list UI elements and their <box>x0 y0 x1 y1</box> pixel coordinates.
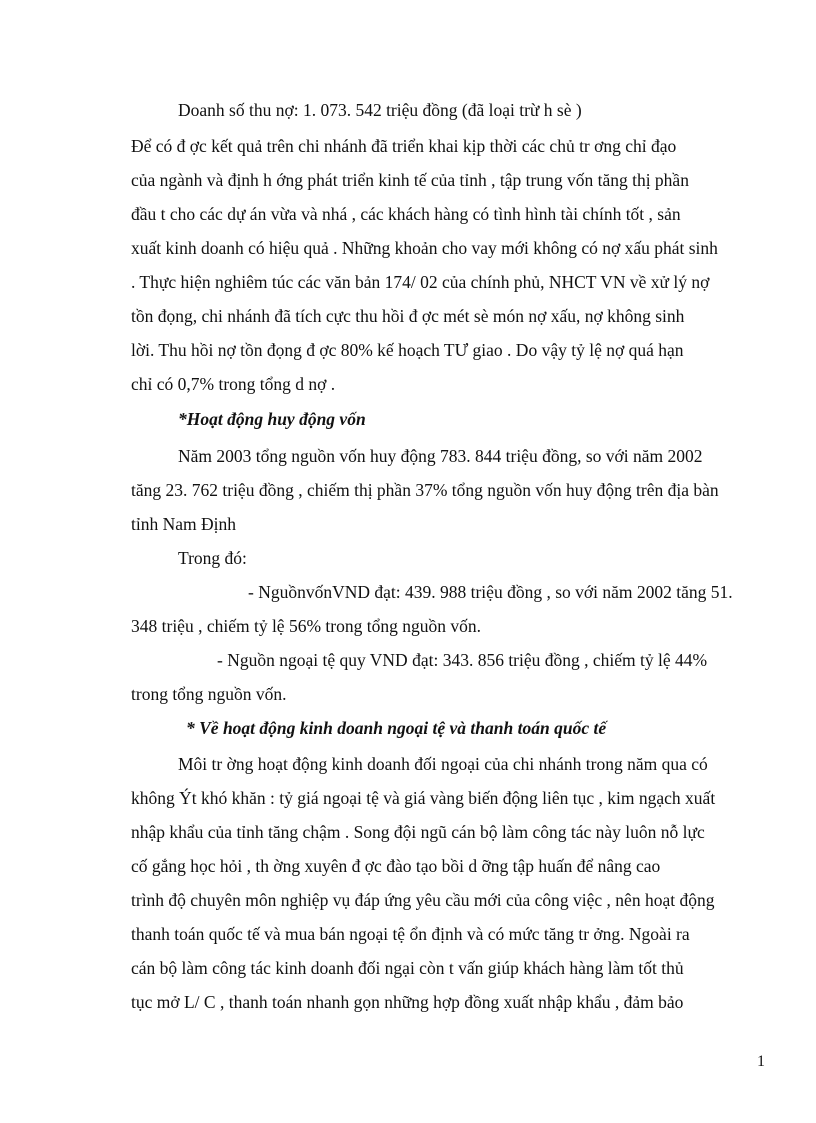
section-heading-foreign-exchange: * Về hoạt động kinh doanh ngoại tệ và thanh toán quốc tế <box>186 718 607 738</box>
text-line: xuất kinh doanh có hiệu quả . Những khoản cho vay mới không có nợ xấu phát sinh <box>131 238 718 258</box>
text-line: Để có đ ợc kết quả trên chi nhánh đã triển khai kịp thời các chủ tr ơng chỉ đạo <box>131 136 677 156</box>
text-line: Môi tr ờng hoạt động kinh doanh đối ngoại của chi nhánh trong năm qua có <box>178 754 708 774</box>
text-line: - NguồnvốnVND đạt: 439. 988 triệu đồng , so với năm 2002 tăng 51. <box>248 582 733 602</box>
text-line: cố gắng học hỏi , th ờng xuyên đ ợc đào tạo bồi d ỡng tập huấn để nâng cao <box>131 856 661 876</box>
text-line: tục mở L/ C , thanh toán nhanh gọn những hợp đồng xuất nhập khẩu , đảm bảo <box>131 992 684 1012</box>
text-line: Doanh số thu nợ: 1. 073. 542 triệu đồng (đã loại trừ h sè ) <box>178 100 582 120</box>
text-line: cán bộ làm công tác kinh doanh đối ngại còn t vấn giúp khách hàng làm tốt thủ <box>131 958 684 978</box>
text-line: tồn đọng, chi nhánh đã tích cực thu hồi đ ợc mét sè món nợ xấu, nợ không sinh <box>131 306 685 326</box>
text-line: đầu t cho các dự án vừa và nhá , các khách hàng có tình hình tài chính tốt , sản <box>131 204 681 224</box>
page-number: 1 <box>757 1053 765 1070</box>
text-line: nhập khẩu của tỉnh tăng chậm . Song đội ngũ cán bộ làm công tác này luôn nỗ lực <box>131 822 705 842</box>
text-line: tỉnh Nam Định <box>131 514 236 534</box>
text-line: Trong đó: <box>178 548 247 568</box>
text-line: Năm 2003 tổng nguồn vốn huy động 783. 844 triệu đồng, so với năm 2002 <box>178 446 703 466</box>
text-line: không Ýt khó khăn : tỷ giá ngoại tệ và giá vàng biến động liên tục , kim ngạch xuất <box>131 788 716 808</box>
text-line: . Thực hiện nghiêm túc các văn bản 174/ 02 của chính phủ, NHCT VN về xử lý nợ <box>131 272 710 292</box>
text-line: lời. Thu hồi nợ tồn đọng đ ợc 80% kế hoạch TƯ giao . Do vậy tỷ lệ nợ quá hạn <box>131 340 684 360</box>
text-line: 348 triệu , chiếm tỷ lệ 56% trong tổng nguồn vốn. <box>131 616 481 636</box>
section-heading-capital-mobilization: *Hoạt động huy động vốn <box>178 409 366 429</box>
text-line: trình độ chuyên môn nghiệp vụ đáp ứng yêu cầu mới của công việc , nên hoạt động <box>131 890 715 910</box>
text-line: trong tổng nguồn vốn. <box>131 684 287 704</box>
text-line: - Nguồn ngoại tệ quy VND đạt: 343. 856 triệu đồng , chiếm tỷ lệ 44% <box>217 650 708 670</box>
text-line: của ngành và định h ớng phát triển kinh tế của tỉnh , tập trung vốn tăng thị phần <box>131 170 689 190</box>
text-line: chỉ có 0,7% trong tổng d nợ . <box>131 374 336 394</box>
text-line: tăng 23. 762 triệu đồng , chiếm thị phần 37% tổng nguồn vốn huy động trên địa bàn <box>131 480 719 500</box>
text-line: thanh toán quốc tế và mua bán ngoại tệ ổn định và có mức tăng tr ởng. Ngoài ra <box>131 924 690 944</box>
